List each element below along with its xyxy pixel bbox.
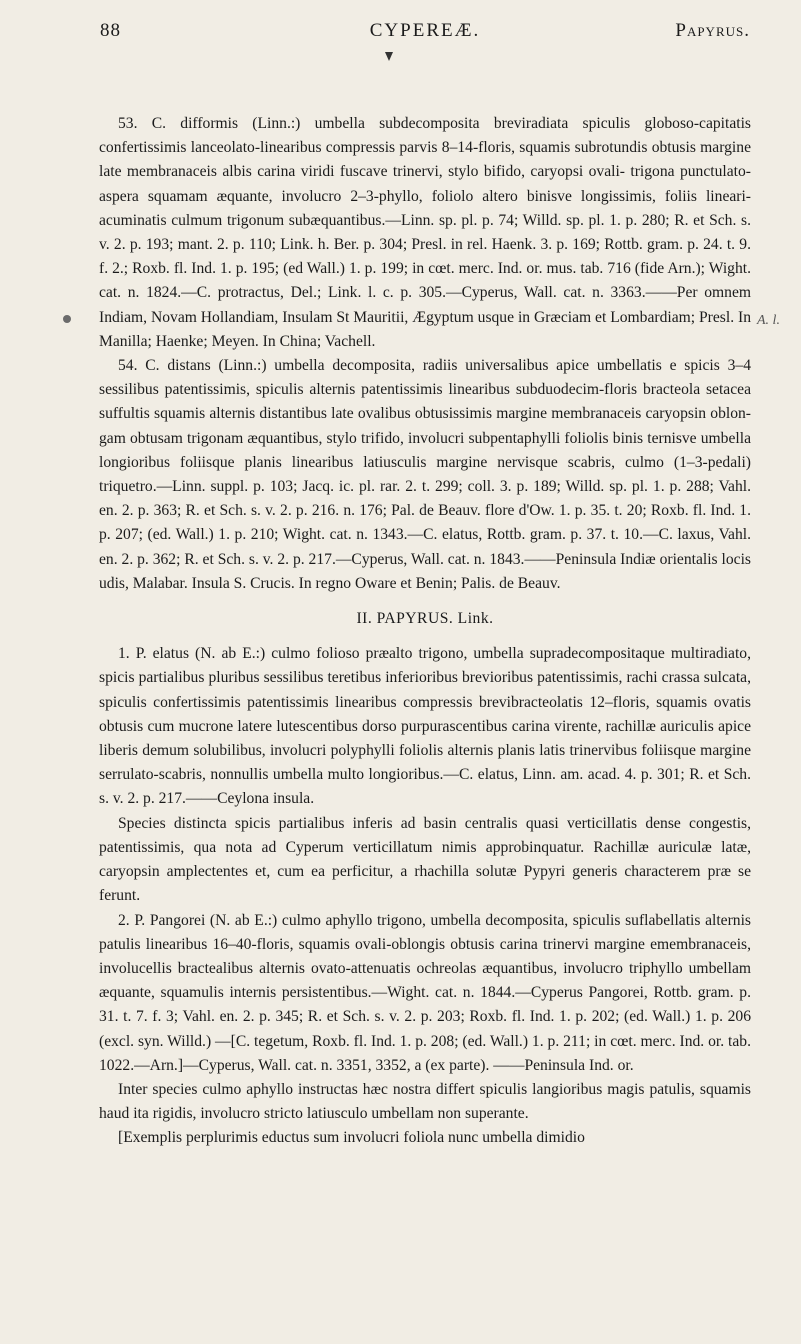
genus-heading: II. PAPYRUS. Link. [356, 610, 494, 628]
entry-53: 53. C. difformis (Linn.:) umbella subdecomposita breviradiata spiculis globoso-capitatis confertissimis lanceolato-linearibus compressis parvis 8–14-floris, squamis subrotundis obtusis margine late membranaceis albis carina viridi fuscave trinervi, stylo bifido, caryopsi ovali- trigona punctulato-aspera squamam æquante, involucro 2–3-phyllo, foliolo altero binisve longissimis, foliis lineari-acuminatis culmum trigonum subæquantibus.—Linn. sp. pl. p. 74; Willd. sp. pl. 1. p. 280; R. et Sch. s. v. 2. p. 193; mant. 2. p. 110; Link. h. Ber. p. 304; Presl. in rel. Haenk. 3. p. 169; Rottb. gram. p. 24. t. 9. f. 2.; Roxb. fl. Ind. 1. p. 195; (ed Wall.) 1. p. 199; in cœt. merc. Ind. or. mus. tab. 716 (fide Arn.); Wight. cat. n. 1824.—C. protractus, Del.; Link. l. c. p. 305.—Cyperus, Wall. cat. n. 3363.——Per omnem Indiam, Novam Hollandiam, Insulam St Mauritii, Ægyptum usque in Græciam et Lombardiam; Presl. In Manilla; Haenke; Meyen. In China; Vachell. [99, 115, 751, 350]
page-number: 88 [100, 20, 121, 41]
tick-mark [385, 52, 393, 61]
running-title: Papyrus. [675, 20, 750, 41]
ink-dot [63, 315, 71, 323]
page-body [99, 112, 751, 1151]
chapter-title: CYPEREÆ. [369, 20, 481, 41]
note-papyrus-1: Species distincta spicis partialibus inferis ad basin centralis quasi verticillatis dense congestis, patentissimis, qua nota ad Cyperum verticillatum nimis approbinquatur. Rachillæ auriculæ latæ, caryopsin amplectentes et, cum ea perficitur, a rhachilla solutæ Pypyri generis characterem præ se ferunt. [99, 814, 751, 905]
page-header [100, 14, 750, 50]
note-papyrus-2: Inter species culmo aphyllo instructas hæc nostra differt spiculis langioribus magis patulis, squamis haud ita rigidis, involucro stricto latiusculo umbellam non superante. [99, 1080, 751, 1123]
note-bracket: [Exemplis perplurimis eductus sum involucri foliola nunc umbella dimidio [118, 1129, 585, 1147]
entry-papyrus-2: 2. P. Pangorei (N. ab E.:) culmo aphyllo trigono, umbella decomposita, spiculis suflabellatis alternis patulis linearibus 16–40-floris, squamis ovali-oblongis obtusis carina trinervi margine emembranaceis, involucellis bractealibus alternis ovato-attenuatis ochreolas æquantibus, involucro triphyllo umbellam æquante, squamulis internis persistentibus.—Wight. cat. n. 1844.—Cyperus Pangorei, Rottb. gram. p. 31. t. 7. f. 3; Vahl. en. 2. p. 345; R. et Sch. s. v. 2. p. 203; Roxb. fl. Ind. 1. p. 202; (ed. Wall.) 1. p. 206 (excl. syn. Willd.) —[C. tegetum, Roxb. fl. Ind. 1. p. 208; (ed. Wall.) 1. p. 211; in cœt. merc. Ind. or. tab. 1022.—Arn.]—Cyperus, Wall. cat. n. 3351, 3352, a (ex parte). ——Peninsula Ind. or. [99, 911, 751, 1074]
margin-note: A. l. [757, 313, 780, 328]
entry-54: 54. C. distans (Linn.:) umbella decomposita, radiis universalibus apice umbellatis e spicis 3–4 sessilibus patentissimis, spiculis alternis patentissimis linearibus subduodecim-floris bracteola setacea suffultis squamis alternis distantibus late ovalibus obtusissimis margine membranaceis caryopsin oblongam obtusam trigonam æquantibus, stylo trifido, involucri subpentaphylli foliolis binis ternisve umbella longioribus foliisque planis linearibus latiusculis margine nervisque scabris, culmo (1–3-pedali) triquetro.—Linn. suppl. p. 103; Jacq. ic. pl. rar. 2. t. 299; coll. 3. p. 189; Willd. sp. pl. 1. p. 288; Vahl. en. 2. p. 363; R. et Sch. s. v. 2. p. 216. n. 176; Pal. de Beauv. flore d'Ow. 1. p. 35. t. 20; Roxb. fl. Ind. 1. p. 207; (ed. Wall.) 1. p. 210; Wight. cat. n. 1343.—C. elatus, Rottb. gram. p. 37. t. 10.—C. laxus, Vahl. en. 2. p. 362; R. et Sch. s. v. 2. p. 217.—Cyperus, Wall. cat. n. 1843.——Peninsula Indiæ orientalis locis udis, Malabar. Insula S. Crucis. In regno Oware et Benin; Palis. de Beauv. [99, 357, 751, 592]
entry-papyrus-1: 1. P. elatus (N. ab E.:) culmo folioso præalto trigono, umbella supradecompositaque multiradiato, spicis partialibus pluribus sessilibus teretibus inferioribus brevioribus patentissimis, rachi crassa sulcata, spiculis confertissimis patentissimis linearibus compressis brevibracteolatis 12–floris, squamis ovatis obtusis cum mucrone latere lutescentibus dorso purpurascentibus carina virente, rachillæ auriculis apice liberis demum solubilibus, involucri polyphylli foliolis alternis planis latis trinervibus foliisque margine serrulato-scabris, nonnullis umbella multo longioribus.—C. elatus, Linn. am. acad. 4. p. 301; R. et Sch. s. v. 2. p. 217.——Ceylona insula. [99, 645, 751, 808]
